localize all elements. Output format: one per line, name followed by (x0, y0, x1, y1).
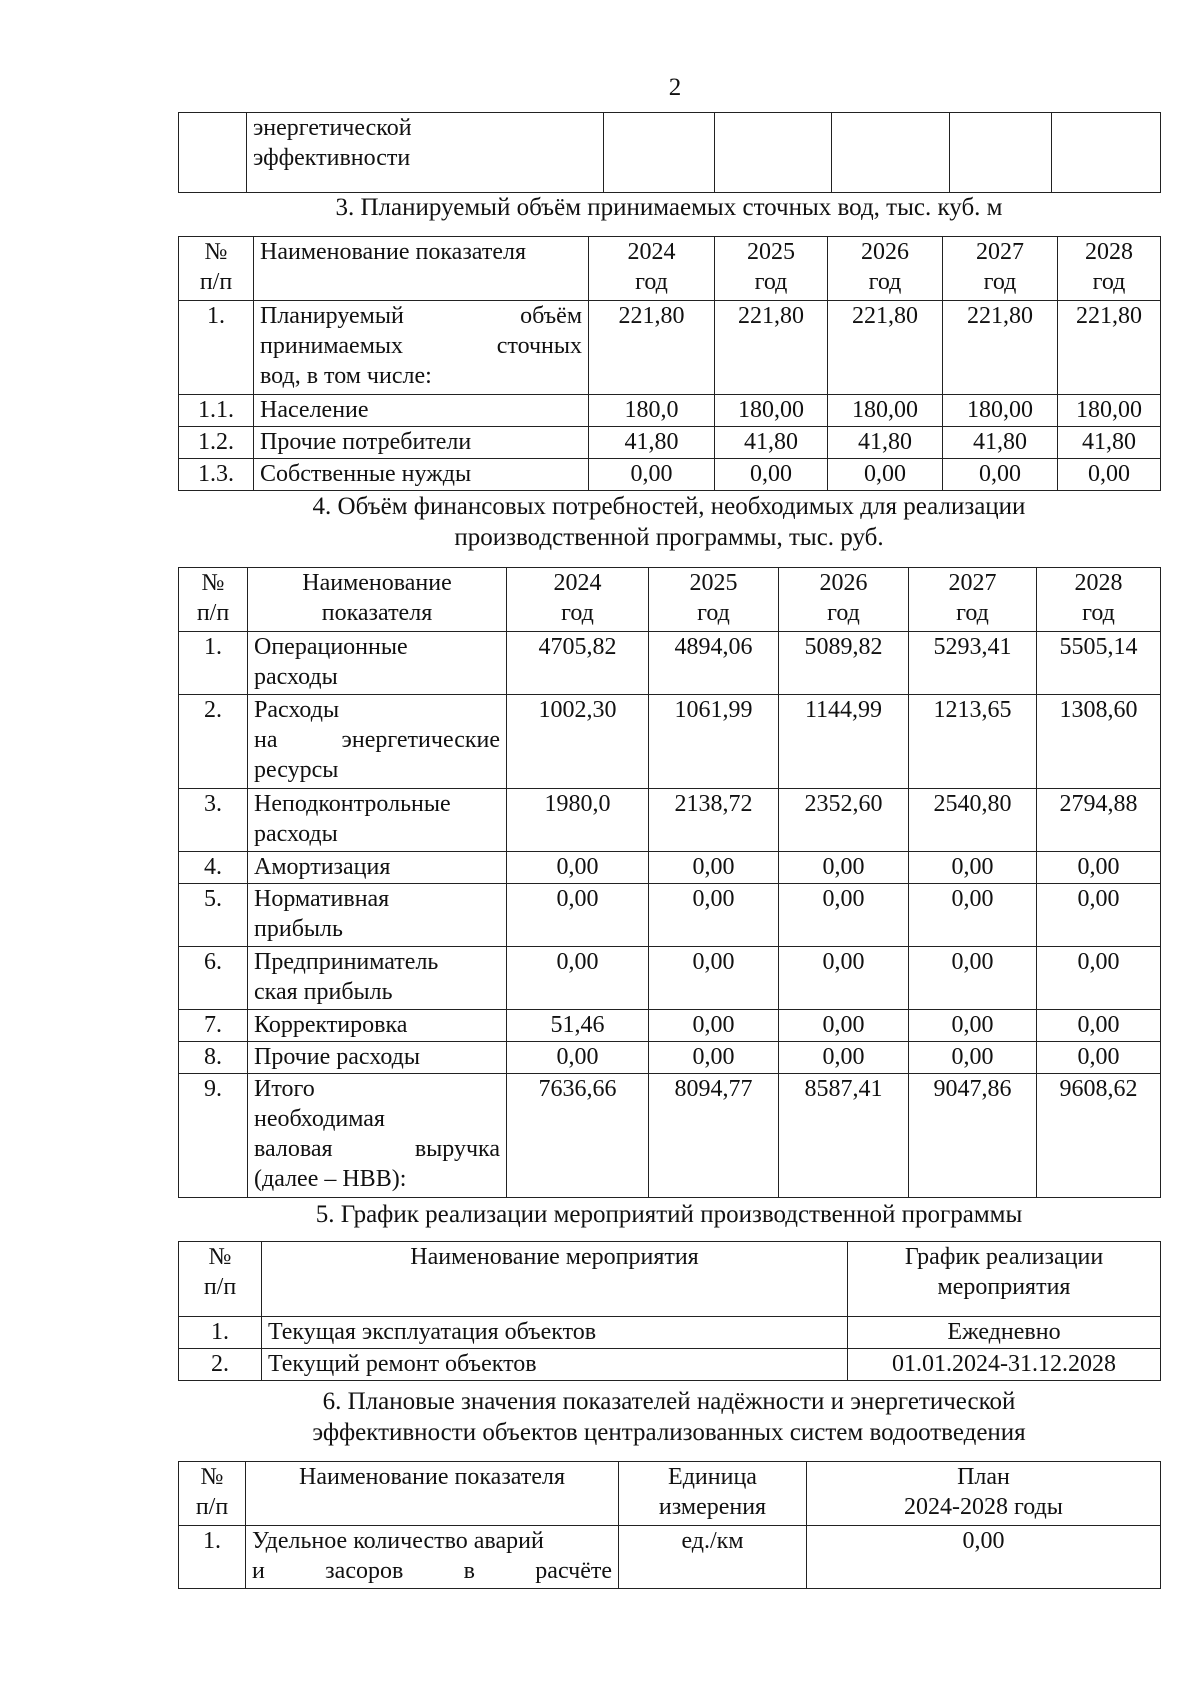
fragment-num-cell (179, 113, 247, 193)
table-row: 3. Неподконтрольные расходы 1980,0 2138,72 2352,60 2540,80 2794,88 (179, 789, 1161, 852)
table-row: 5. Нормативная прибыль 0,00 0,00 0,00 0,00 0,00 (179, 884, 1161, 947)
s4-header-year: 2026 год (779, 568, 909, 632)
s3-header-num: № п/п (179, 237, 254, 301)
table-row: 1.3. Собственные нужды 0,00 0,00 0,00 0,00 0,00 (179, 459, 1161, 491)
s3-row-name: Планируемый объём принимаемых сточных вод, в том числе: (254, 301, 589, 395)
s5-header-schedule: График реализации мероприятия (848, 1242, 1161, 1317)
s3-header-year: 2026 год (828, 237, 943, 301)
fragment-empty-cell (832, 113, 950, 193)
table-row: 1.2. Прочие потребители 41,80 41,80 41,80 41,80 41,80 (179, 427, 1161, 459)
section4-table (178, 567, 1161, 1198)
section6-table (178, 1461, 1161, 1589)
table-row: 1. Планируемый объём принимаемых сточных вод, в том числе: 221,80 221,80 221,80 221,80 221,80 (179, 301, 1161, 395)
table-row: 1.1. Население 180,0 180,00 180,00 180,00 180,00 (179, 395, 1161, 427)
table-row: 7. Корректировка 51,46 0,00 0,00 0,00 0,00 (179, 1010, 1161, 1042)
fragment-line: энергетической (253, 115, 412, 141)
s5-header-num: № п/п (179, 1242, 262, 1317)
top-fragment-table (178, 112, 1161, 193)
s4-header-year: 2025 год (649, 568, 779, 632)
s4-header-year: 2024 год (507, 568, 649, 632)
table-row: 8. Прочие расходы 0,00 0,00 0,00 0,00 0,00 (179, 1042, 1161, 1074)
section4-title: 4. Объём финансовых потребностей, необходимых для реализации производственной программы, тыс. руб. (312, 493, 1026, 551)
fragment-line: эффективности (253, 145, 411, 171)
s3-header-year: 2025 год (715, 237, 828, 301)
s4-header-year: 2027 год (909, 568, 1037, 632)
section3-title: 3. Планируемый объём принимаемых сточных вод, тыс. куб. м (335, 194, 1003, 221)
s3-header-year: 2027 год (943, 237, 1058, 301)
s6-header-plan: План 2024-2028 годы (807, 1462, 1161, 1526)
s3-header-year: 2024 год (589, 237, 715, 301)
table-row: 2. Расходы на энергетические ресурсы 1002,30 1061,99 1144,99 1213,65 1308,60 (179, 695, 1161, 789)
table-row: 9. Итого необходимая валовая выручка (далее – НВВ): 7636,66 8094,77 8587,41 9047,86 9608,62 (179, 1074, 1161, 1198)
fragment-name-cell (247, 113, 604, 193)
fragment-empty-cell (1052, 113, 1161, 193)
table-row: 6. Предприниматель ская прибыль 0,00 0,00 0,00 0,00 0,00 (179, 947, 1161, 1010)
s3-header-name: Наименование показателя (254, 237, 589, 301)
fragment-empty-cell (950, 113, 1052, 193)
s6-header-num: № п/п (179, 1462, 246, 1526)
s4-header-name: Наименование показателя (248, 568, 507, 632)
s5-header-name: Наименование мероприятия (262, 1242, 848, 1317)
table-row: 2. Текущий ремонт объектов 01.01.2024-31.12.2028 (179, 1349, 1161, 1381)
section6-title: 6. Плановые значения показателей надёжности и энергетической эффективности объектов централизованных систем водоотведения (312, 1388, 1026, 1446)
s6-header-name: Наименование показателя (246, 1462, 619, 1526)
section3-table (178, 236, 1161, 491)
fragment-empty-cell (604, 113, 715, 193)
section5-table (178, 1241, 1161, 1381)
fragment-empty-cell (715, 113, 832, 193)
table-row: 1. Операционные расходы 4705,82 4894,06 5089,82 5293,41 5505,14 (179, 632, 1161, 695)
page-number: 2 (668, 74, 682, 101)
s3-header-year: 2028 год (1058, 237, 1161, 301)
table-row: 4. Амортизация 0,00 0,00 0,00 0,00 0,00 (179, 852, 1161, 884)
table-row: 1. Текущая эксплуатация объектов Ежедневно (179, 1317, 1161, 1349)
s4-header-num: № п/п (179, 568, 248, 632)
s6-header-unit: Единица измерения (619, 1462, 807, 1526)
section5-title: 5. График реализации мероприятий производственной программы (315, 1201, 1023, 1228)
s4-header-year: 2028 год (1037, 568, 1161, 632)
table-row: 1. Удельное количество аварий и засоров в расчёте ед./км 0,00 (179, 1526, 1161, 1589)
